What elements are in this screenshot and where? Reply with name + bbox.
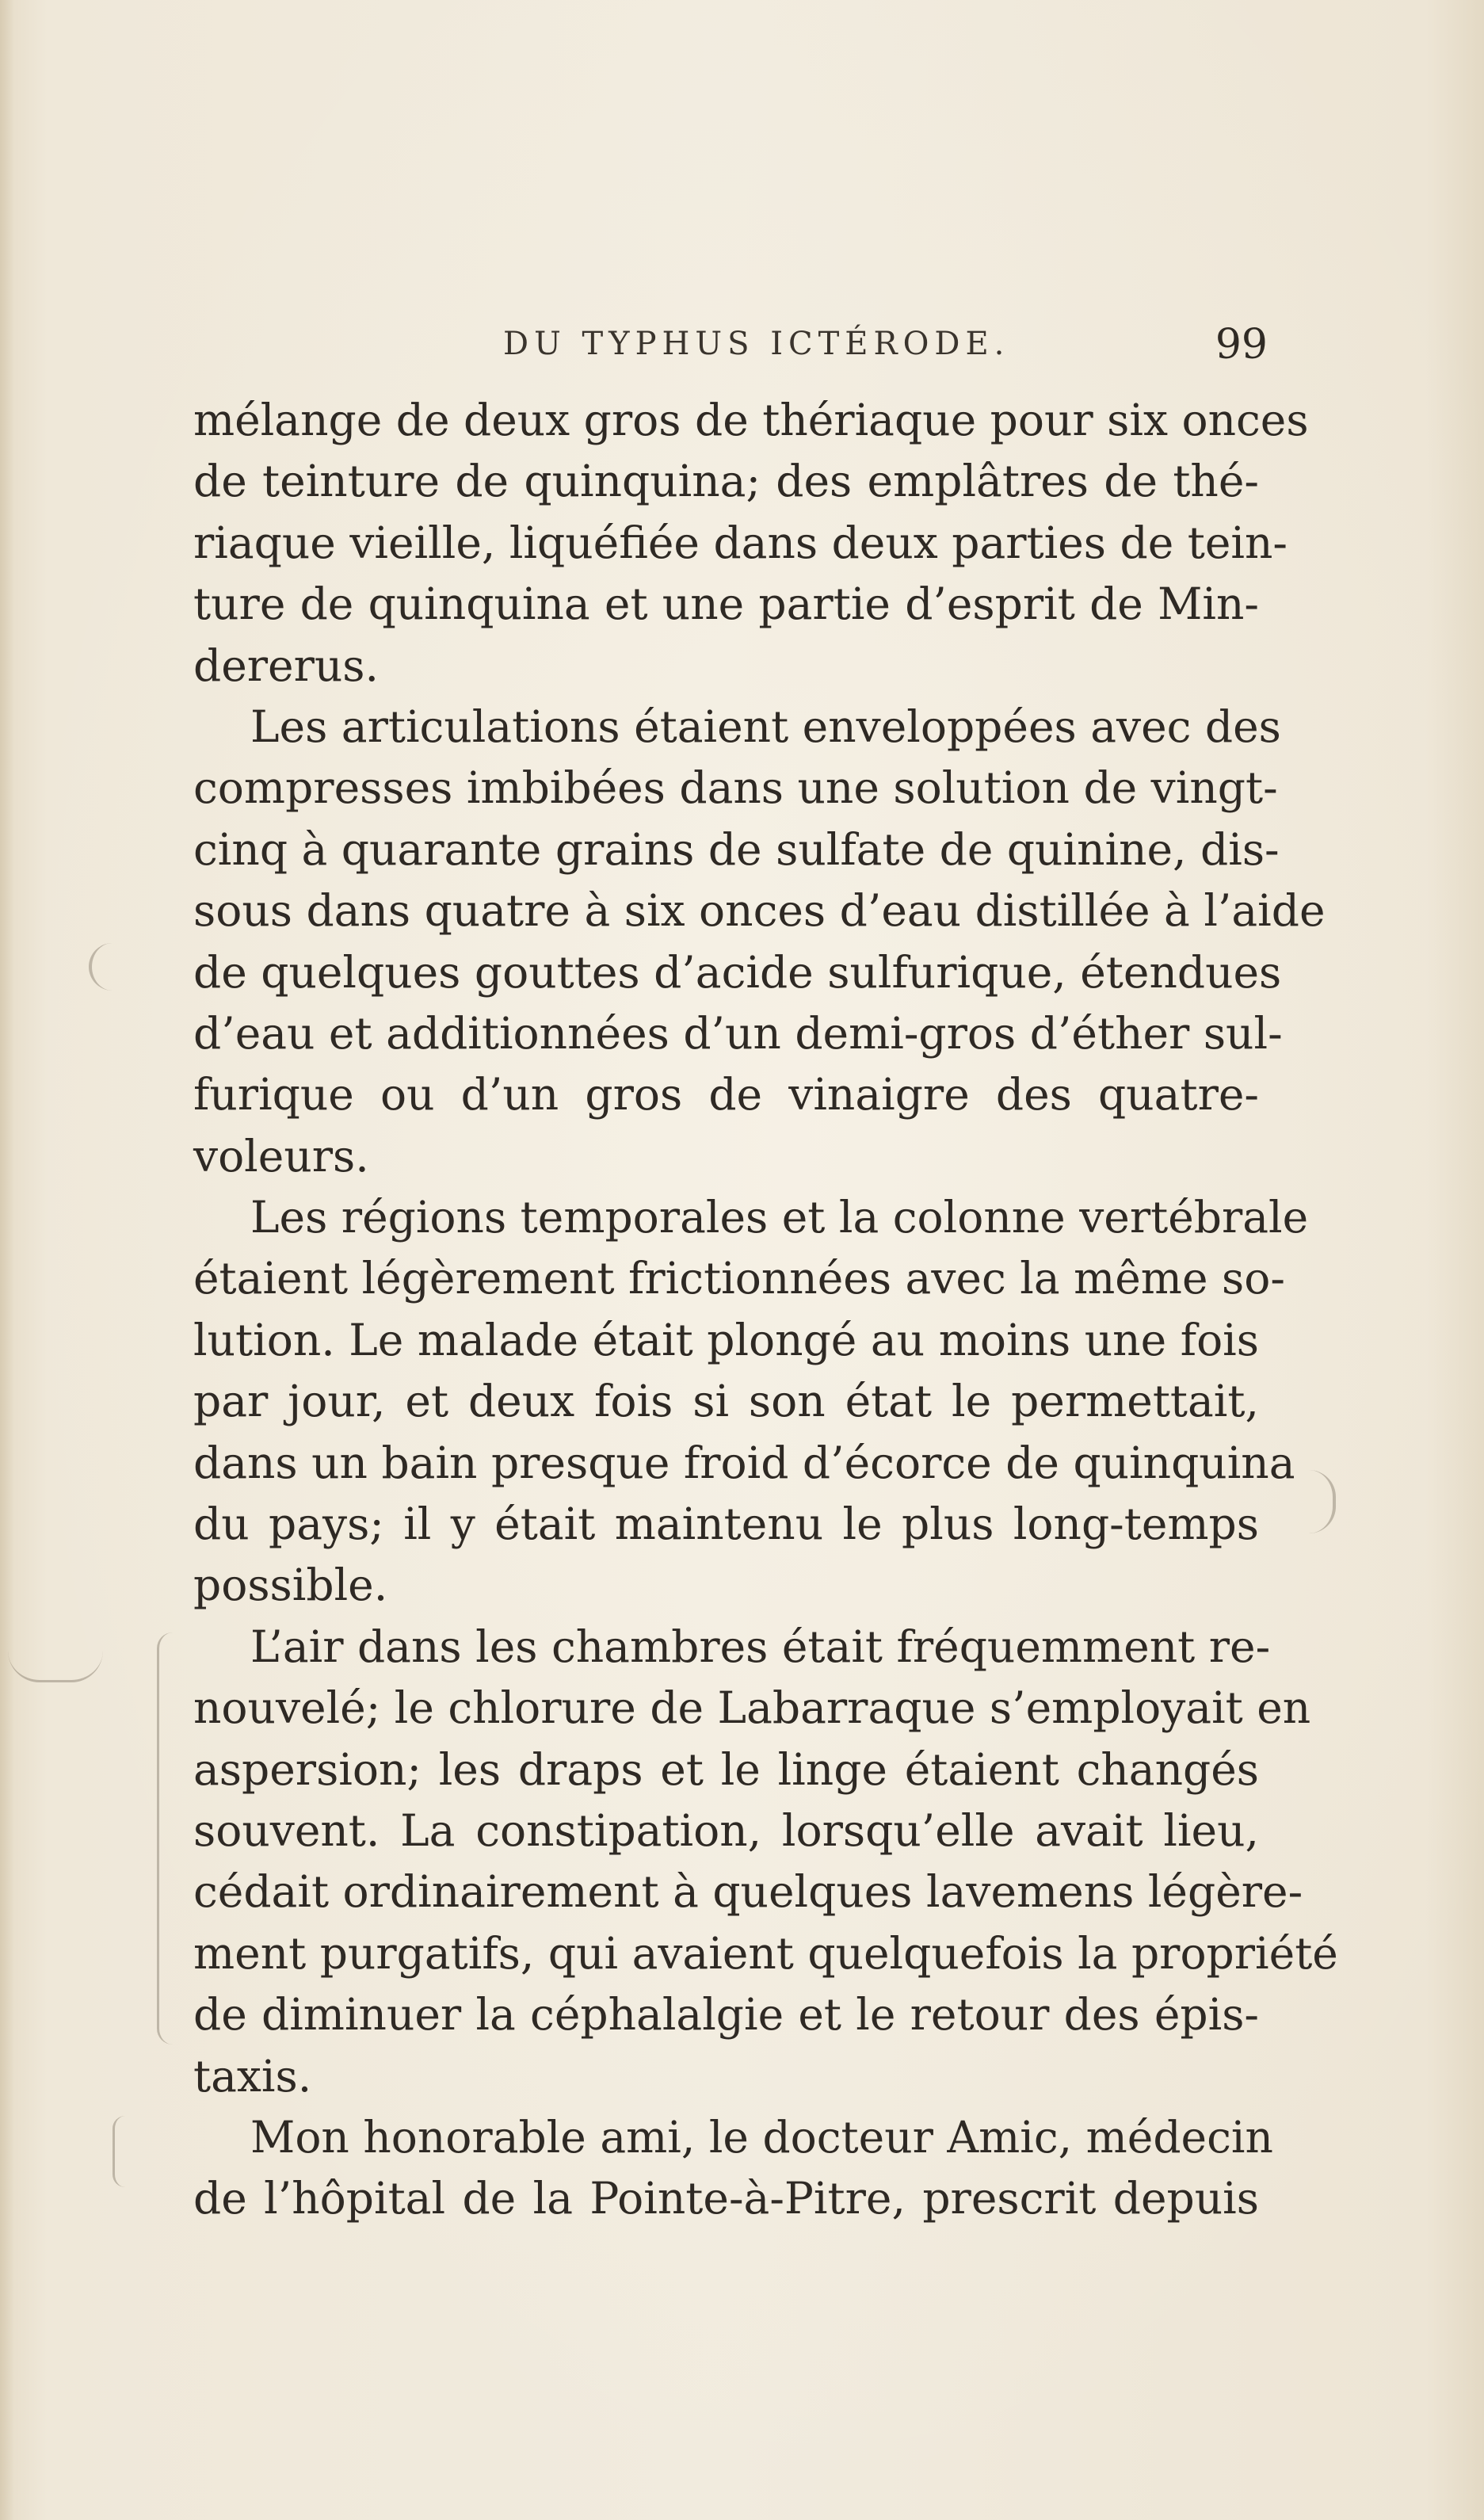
text-line: lution. Le malade était plongé au moins une fois (193, 1314, 1259, 1365)
text-line: furique ou d’un gros de vinaigre des quatre- (193, 1069, 1259, 1121)
text-line: Les articulations étaient enveloppées avec des (250, 701, 1281, 752)
pencil-mark (8, 1640, 103, 1682)
pencil-mark (157, 1632, 178, 2045)
text-line: dererus. (193, 640, 380, 691)
text-line: Les régions temporales et la colonne vertébrale (250, 1192, 1309, 1243)
running-title: DU TYPHUS ICTÉRODE. (503, 326, 1010, 362)
text-line: souvent. La constipation, lorsqu’elle avait lieu, (193, 1804, 1259, 1856)
text-line: par jour, et deux fois si son état le permettait, (193, 1376, 1259, 1427)
text-line: sous dans quatre à six onces d’eau distillée à l’aide (193, 885, 1326, 937)
pencil-mark (113, 2116, 131, 2187)
text-line: de l’hôpital de la Pointe-à-Pitre, prescrit depuis (193, 2173, 1259, 2224)
text-line: mélange de deux gros de thériaque pour six onces (193, 395, 1309, 445)
text-line: de diminuer la céphalalgie et le retour des épis- (193, 1989, 1259, 2041)
text-line: ment purgatifs, qui avaient quelquefois la propriété (193, 1927, 1338, 1979)
pencil-mark (89, 943, 119, 991)
text-line: de teinture de quinquina; des emplâtres de thé- (193, 456, 1259, 507)
text-line: Mon honorable ami, le docteur Amic, médecin (250, 2111, 1273, 2163)
text-line: dans un bain presque froid d’écorce de quinquina (193, 1437, 1295, 1488)
body-text (193, 390, 1338, 2230)
text-line: riaque vieille, liquéfiée dans deux parties de tein- (193, 517, 1288, 568)
running-head (190, 321, 1268, 376)
text-line: taxis. (193, 2050, 312, 2102)
text-line: ture de quinquina et une partie d’esprit de Min- (193, 578, 1259, 630)
text-line: d’eau et additionnées d’un demi-gros d’éther sul- (193, 1007, 1283, 1059)
text-line: aspersion; les draps et le linge étaient changés (193, 1743, 1259, 1795)
text-line: cinq à quarante grains de sulfate de quinine, dis- (193, 823, 1280, 875)
text-line: L’air dans les chambres était fréquemment re- (250, 1621, 1271, 1672)
pencil-mark (1309, 1470, 1336, 1533)
text-line: étaient légèrement frictionnées avec la même so- (193, 1253, 1285, 1304)
page-number: 99 (1215, 321, 1268, 368)
text-line: de quelques gouttes d’acide sulfurique, étendues (193, 946, 1282, 998)
text-line: du pays; il y était maintenu le plus long-temps (193, 1499, 1259, 1550)
text-line: cédait ordinairement à quelques lavemens légère- (193, 1866, 1303, 1918)
text-line: nouvelé; le chlorure de Labarraque s’employait en (193, 1682, 1311, 1734)
text-line: voleurs. (193, 1130, 369, 1182)
text-line: compresses imbibées dans une solution de vingt- (193, 762, 1278, 814)
text-line: possible. (193, 1560, 388, 1611)
gutter-shadow (0, 0, 14, 2520)
